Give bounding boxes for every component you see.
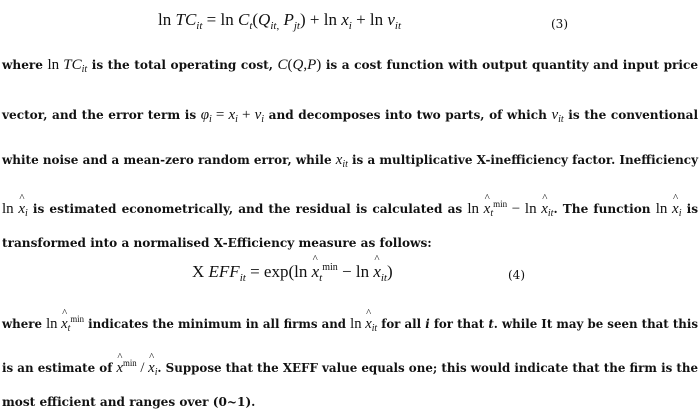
text-fragment: most efficient and ranges over (0~1). <box>2 395 256 409</box>
text-fragment: is a multiplicative X-inefficiency factor. Inefficiency <box>352 153 699 167</box>
text-fragment: is the conventional <box>568 108 699 122</box>
text-fragment: for that <box>433 317 485 331</box>
text-fragment: is estimated econometrically, and the residual is calculated as <box>32 202 463 216</box>
equation-4-number: (4) <box>508 268 525 282</box>
text-fragment: for all <box>381 317 422 331</box>
equation-4: X $EFF_{it} = \exp(\ln$ ^ $x_t^{min} - \ln$ ^ $x_{it}$) <box>192 262 393 284</box>
paragraph-line-5 <box>2 236 698 250</box>
paragraph-line-8 <box>2 395 698 409</box>
text-fragment: and decomposes into two parts, of which <box>268 108 547 122</box>
text-fragment: . The function <box>553 202 651 216</box>
paragraph-line-6: where ln ^ $x_t^{min}$ indicates the minimum in all firms and ln ^ $x_{it}$ for all i for that t. while It may be seen that this <box>2 314 681 334</box>
paragraph-line-1: where $\ln TC_{it}$ is the total operating cost, C(Q,P) is a cost function with output quantity and input price <box>2 57 699 75</box>
text-fragment: indicates the minimum in all firms and <box>88 317 347 331</box>
text-fragment: is a cost function with output quantity and input price <box>325 58 699 72</box>
text-fragment: is an estimate of <box>2 361 113 375</box>
equation-3-number: (3) <box>551 17 568 31</box>
text-fragment: vector, and the error term is <box>2 108 197 122</box>
equation-3: $\ln TC_{it} = \ln C_t(Q_{it,}$ $P_{jt}) + \ln x_i + \ln v_{it}$ <box>158 10 402 32</box>
text-fragment: i <box>425 317 430 331</box>
text-fragment: is the total operating cost, <box>91 58 273 72</box>
text-fragment: where <box>2 317 42 331</box>
text-fragment: transformed into a normalised X-Efficiency measure as follows: <box>2 236 432 250</box>
paragraph-line-7: is an estimate of ^ $x^{min}$ / ^ $x_i$. Suppose that the XEFF value equals one; this would indicate that the firm is the <box>2 358 684 378</box>
text-fragment: . Suppose that the XEFF value equals one; this would indicate that the firm is the <box>157 361 699 375</box>
text-fragment: where <box>2 58 43 72</box>
paragraph-line-4: ln ^ $x_i$ is estimated econometrically, and the residual is calculated as ln ^ $x_t^{min} - \ln$ ^ $x_{it}$. The function ln ^ $x_i$ is <box>2 199 698 219</box>
text-fragment: . while It may be seen that this <box>493 317 699 331</box>
paragraph-line-2: vector, and the error term is $\varphi_i = x_i + v_i$ and decomposes into two parts, of which $v_{it}$ is the conventional <box>2 107 699 125</box>
text-fragment: t <box>488 317 494 331</box>
text-fragment: white noise and a mean-zero random error, while <box>2 153 332 167</box>
text-fragment: is <box>686 202 698 216</box>
paragraph-line-3: white noise and a mean-zero random error, while $x_{it}$ is a multiplicative X-inefficiency factor. Inefficiency <box>2 152 699 170</box>
